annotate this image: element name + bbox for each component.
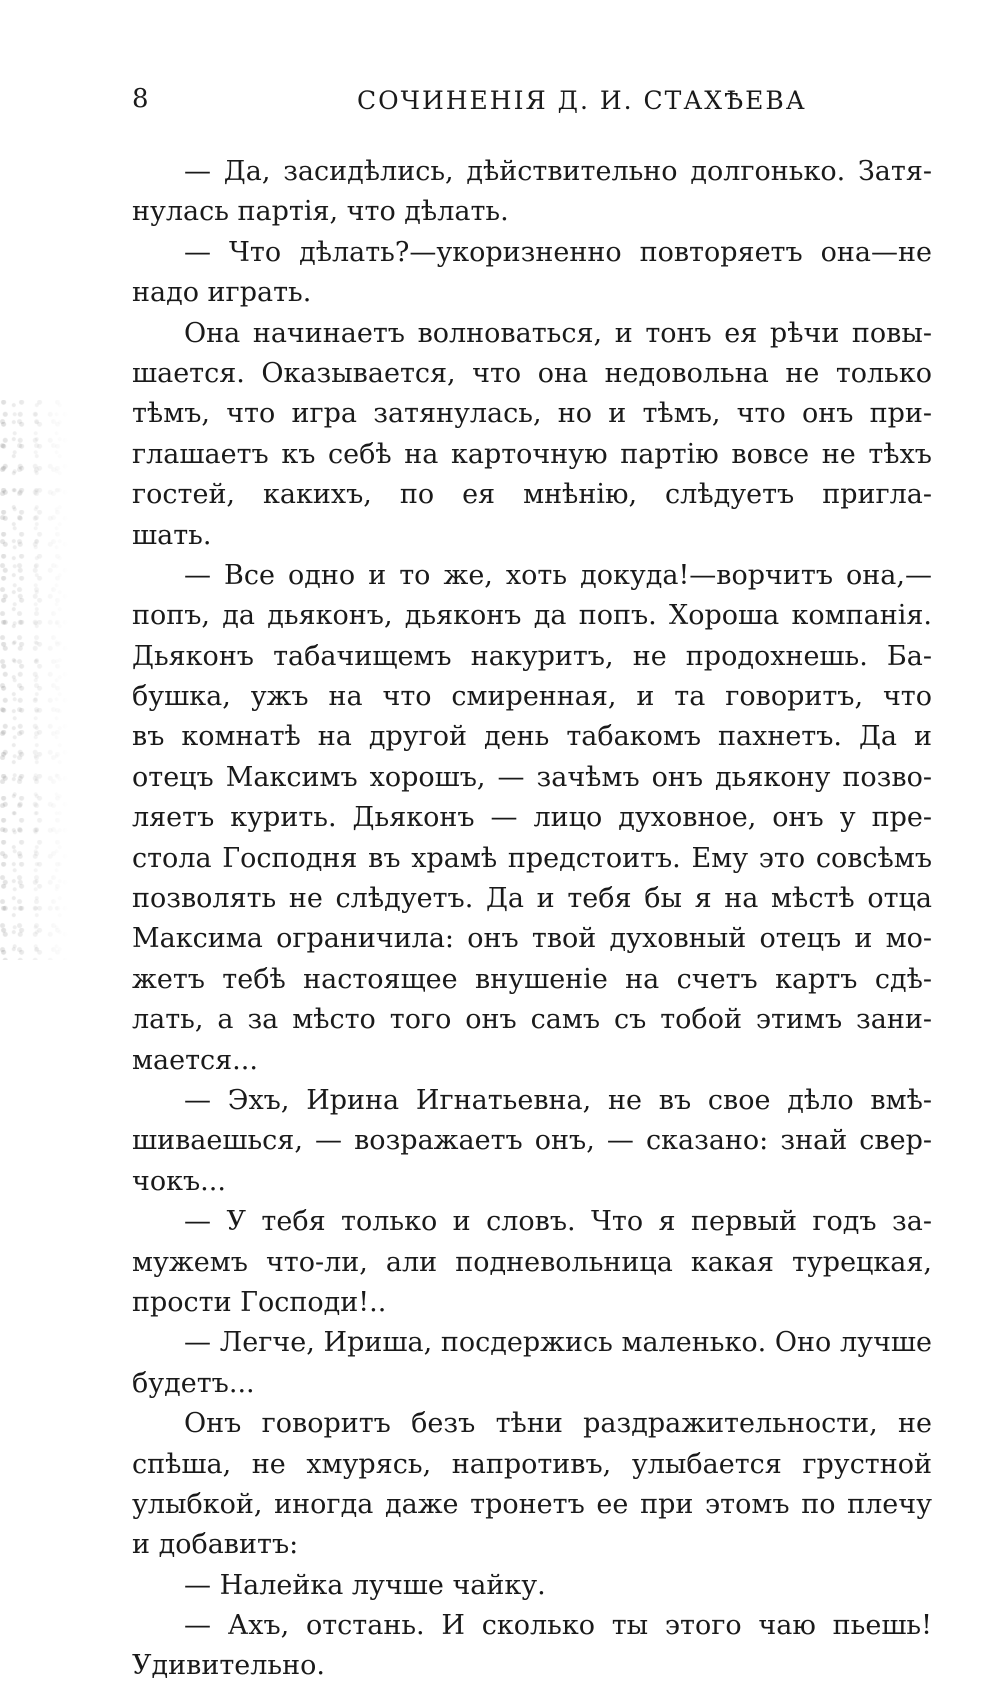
paragraph bbox=[132, 314, 932, 556]
text-line: позволять не слѣдуетъ. Да и тебя бы я на мѣстѣ отца bbox=[132, 883, 932, 915]
text-line: стола Господня въ храмѣ предстоитъ. Ему это совсѣмъ bbox=[132, 842, 932, 874]
text-line: — Эхъ, Ирина Игнатьевна, не въ свое дѣло вмѣ- bbox=[184, 1084, 932, 1116]
text-line: Она начинаетъ волноваться, и тонъ ея рѣчи повы- bbox=[184, 317, 932, 349]
text-line: бушка, ужъ на что смиренная, и та говоритъ, что bbox=[132, 681, 932, 713]
text-line: лать, а за мѣсто того онъ самъ съ тобой этимъ зани- bbox=[132, 1004, 932, 1036]
running-title: СОЧИНЕНІЯ Д. И. СТАХѢЕВА bbox=[357, 86, 807, 115]
paragraph bbox=[132, 1323, 932, 1404]
text-line: нулась партія, что дѣлать. bbox=[132, 196, 509, 228]
text-line: шается. Оказывается, что она недовольна не только bbox=[132, 357, 932, 389]
text-line: шиваешься, — возражаетъ онъ, — сказано: знай свер- bbox=[132, 1125, 932, 1157]
text-line: глашаетъ къ себѣ на карточную партію вовсе не тѣхъ bbox=[132, 438, 932, 470]
text-line: чокъ... bbox=[132, 1165, 226, 1197]
text-line: — Налейка лучше чайку. bbox=[184, 1569, 546, 1601]
paragraph bbox=[132, 1606, 932, 1687]
paragraph bbox=[132, 152, 932, 233]
paragraph bbox=[132, 1202, 932, 1323]
paragraph bbox=[132, 556, 932, 1081]
text-line: — Все одно и то же, хоть докуда!—ворчитъ она,— bbox=[184, 559, 932, 591]
text-line: Дьяконъ табачищемъ накуритъ, не продохнешь. Ба- bbox=[132, 640, 932, 672]
text-line: прости Господи!.. bbox=[132, 1286, 387, 1318]
text-line: въ комнатѣ на другой день табакомъ пахнетъ. Да и bbox=[132, 721, 932, 753]
text-line: улыбкой, иногда даже тронетъ ее при этомъ по плечу bbox=[132, 1488, 932, 1520]
page-number: 8 bbox=[132, 84, 150, 114]
text-line: будетъ... bbox=[132, 1367, 255, 1399]
text-line: — Что дѣлать?—укоризненно повторяетъ она—не bbox=[184, 236, 932, 268]
text-line: мается... bbox=[132, 1044, 258, 1076]
page-header bbox=[132, 84, 932, 124]
text-line: попъ, да дьяконъ, дьяконъ да попъ. Хороша компанія. bbox=[132, 600, 932, 632]
text-line: Максима ограничила: онъ твой духовный отецъ и мо- bbox=[132, 923, 932, 955]
text-line: Удивительно. bbox=[132, 1650, 325, 1682]
paragraph bbox=[132, 1081, 932, 1202]
text-line: тѣмъ, что игра затянулась, но и тѣмъ, что онъ при- bbox=[132, 398, 932, 430]
text-line: отецъ Максимъ хорошъ, — зачѣмъ онъ дьякону позво- bbox=[132, 761, 932, 793]
paragraph bbox=[132, 1566, 932, 1606]
paragraph bbox=[132, 233, 932, 314]
text-line: спѣша, не хмурясь, напротивъ, улыбается грустной bbox=[132, 1448, 932, 1480]
text-line: — Легче, Ириша, посдержись маленько. Оно лучше bbox=[184, 1327, 932, 1359]
paragraph bbox=[132, 1404, 932, 1566]
text-line: и добавитъ: bbox=[132, 1529, 299, 1561]
text-line: ляетъ курить. Дьяконъ — лицо духовное, онъ у пре- bbox=[132, 802, 932, 834]
text-line: гостей, какихъ, по ея мнѣнію, слѣдуетъ пригла- bbox=[132, 479, 932, 511]
text-line: мужемъ что-ли, али подневольница какая турецкая, bbox=[132, 1246, 932, 1278]
text-line: — У тебя только и словъ. Что я первый годъ за- bbox=[184, 1206, 932, 1238]
text-line: Онъ говоритъ безъ тѣни раздражительности, не bbox=[184, 1408, 932, 1440]
body-text bbox=[132, 152, 932, 1687]
text-line: надо играть. bbox=[132, 277, 312, 309]
text-line: шать. bbox=[132, 519, 212, 551]
text-line: жетъ тебѣ настоящее внушеніе на счетъ картъ сдѣ- bbox=[132, 963, 932, 995]
text-line: — Ахъ, отстань. И сколько ты этого чаю пьешь! bbox=[184, 1610, 932, 1642]
text-line: — Да, засидѣлись, дѣйствительно долгонько. Затя- bbox=[184, 156, 932, 187]
scan-edge-noise bbox=[0, 400, 70, 960]
